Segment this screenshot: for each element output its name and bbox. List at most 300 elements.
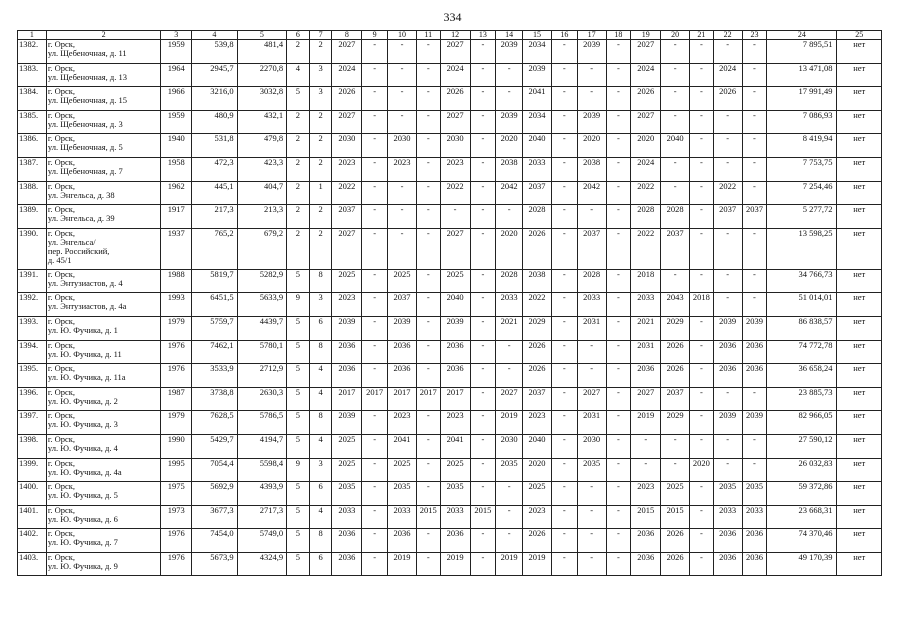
year-value-cell: - [690, 228, 714, 269]
year-value-cell: - [606, 505, 631, 529]
address-cell [46, 387, 160, 411]
year-value-cell: 2020 [496, 134, 523, 158]
year-value-cell: - [551, 181, 577, 205]
year-cell: 1976 [161, 552, 192, 576]
year-value-cell: - [416, 228, 440, 269]
year-value-cell: - [362, 40, 388, 64]
area-living-cell: 5633,9 [237, 293, 286, 317]
year-value-cell: - [631, 434, 661, 458]
year-cell: 1979 [161, 411, 192, 435]
address-cell [46, 529, 160, 553]
year-value-cell: - [577, 205, 606, 229]
year-value-cell: - [362, 411, 388, 435]
address-line: г. Орск, [47, 387, 76, 397]
flag-cell: нет [837, 316, 882, 340]
year-value-cell: 2028 [631, 205, 661, 229]
year-value-cell: - [416, 110, 440, 134]
year-value-cell: 2034 [523, 40, 552, 64]
year-value-cell: - [470, 529, 496, 553]
address-line: г. Орск, [47, 481, 76, 492]
row-number: 1385. [18, 110, 47, 134]
address-line: ул. Энгельса/ [47, 236, 96, 247]
year-value-cell: - [416, 269, 440, 293]
year-value-cell: 2039 [713, 411, 742, 435]
year-value-cell: 2025 [388, 458, 417, 482]
year-value-cell: - [631, 458, 661, 482]
column-header: 13 [470, 31, 496, 40]
address-cell [46, 340, 160, 364]
flag-cell: нет [837, 157, 882, 181]
address-line: ул. Энгельса, д. 38 [47, 189, 115, 200]
year-value-cell: - [551, 387, 577, 411]
entrances-cell: 2 [309, 134, 332, 158]
address-cell [46, 458, 160, 482]
year-cell: 1940 [161, 134, 192, 158]
table-row [18, 552, 882, 576]
year-value-cell: 2015 [470, 505, 496, 529]
year-value-cell: 2023 [440, 411, 470, 435]
address-line: ул. Щебеночная, д. 13 [47, 71, 127, 82]
year-value-cell: - [362, 505, 388, 529]
year-value-cell: 2036 [713, 552, 742, 576]
year-value-cell: - [416, 157, 440, 181]
year-value-cell: - [577, 505, 606, 529]
year-value-cell: - [713, 134, 742, 158]
year-value-cell: - [551, 269, 577, 293]
area-total-cell: 3216,0 [192, 87, 237, 111]
year-value-cell: 2027 [332, 110, 362, 134]
year-value-cell: 2026 [440, 87, 470, 111]
year-value-cell: 2029 [661, 316, 690, 340]
column-header: 2 [46, 31, 160, 40]
year-value-cell: 2028 [661, 205, 690, 229]
year-value-cell: - [362, 482, 388, 506]
address-line: ул. Ю. Фучика, д. 7 [47, 537, 118, 548]
year-value-cell: 2015 [661, 505, 690, 529]
year-value-cell: - [362, 228, 388, 269]
year-value-cell: 2025 [332, 269, 362, 293]
year-value-cell: 2037 [661, 387, 690, 411]
year-value-cell: - [606, 364, 631, 388]
table-row [18, 181, 882, 205]
year-value-cell: 2028 [577, 269, 606, 293]
year-cell: 1976 [161, 529, 192, 553]
address-line: г. Орск, [47, 505, 76, 515]
year-value-cell: 2030 [388, 134, 417, 158]
year-value-cell: - [690, 269, 714, 293]
entrances-cell: 8 [309, 269, 332, 293]
year-value-cell: 2020 [523, 458, 552, 482]
cost-cell: 13 598,25 [767, 228, 837, 269]
address-line: г. Орск, [47, 316, 76, 326]
flag-cell: нет [837, 364, 882, 388]
year-value-cell: - [388, 40, 417, 64]
flag-cell: нет [837, 87, 882, 111]
column-header: 15 [523, 31, 552, 40]
table-row [18, 40, 882, 64]
entrances-cell: 2 [309, 205, 332, 229]
year-value-cell: 2042 [496, 181, 523, 205]
address-line: г. Орск, [47, 133, 76, 144]
year-value-cell: - [470, 364, 496, 388]
year-value-cell: - [470, 63, 496, 87]
address-line: г. Орск, [47, 458, 76, 468]
area-total-cell: 217,3 [192, 205, 237, 229]
year-value-cell: 2020 [577, 134, 606, 158]
year-value-cell: 2039 [388, 316, 417, 340]
table-row [18, 293, 882, 317]
year-value-cell: 2038 [496, 157, 523, 181]
cost-cell: 7 086,93 [767, 110, 837, 134]
column-header: 12 [440, 31, 470, 40]
year-value-cell: 2025 [332, 458, 362, 482]
year-value-cell: 2030 [332, 134, 362, 158]
cost-cell: 27 590,12 [767, 434, 837, 458]
year-value-cell: 2030 [440, 134, 470, 158]
table-row [18, 340, 882, 364]
year-value-cell: - [470, 458, 496, 482]
year-value-cell: 2024 [631, 63, 661, 87]
year-value-cell: 2036 [742, 529, 767, 553]
area-living-cell: 5780,1 [237, 340, 286, 364]
year-cell: 1958 [161, 157, 192, 181]
floors-cell: 5 [287, 364, 310, 388]
year-value-cell: 2039 [523, 63, 552, 87]
year-value-cell: - [416, 458, 440, 482]
cost-cell: 26 032,83 [767, 458, 837, 482]
year-value-cell: - [470, 411, 496, 435]
table-row [18, 316, 882, 340]
column-header: 16 [551, 31, 577, 40]
year-value-cell: - [362, 552, 388, 576]
year-value-cell: - [690, 505, 714, 529]
year-value-cell: - [551, 364, 577, 388]
column-header: 5 [237, 31, 286, 40]
year-value-cell: 2019 [496, 552, 523, 576]
area-total-cell: 3533,9 [192, 364, 237, 388]
year-value-cell: 2038 [523, 269, 552, 293]
year-value-cell: 2026 [631, 87, 661, 111]
address-line: ул. Ю. Фучика, д. 11а [47, 372, 126, 383]
flag-cell: нет [837, 434, 882, 458]
flag-cell: нет [837, 269, 882, 293]
year-value-cell: 2036 [440, 529, 470, 553]
table-row [18, 364, 882, 388]
year-value-cell: - [470, 181, 496, 205]
table-row [18, 205, 882, 229]
area-living-cell: 5786,5 [237, 411, 286, 435]
year-value-cell: - [362, 157, 388, 181]
column-header: 11 [416, 31, 440, 40]
year-value-cell: 2027 [440, 40, 470, 64]
table-row [18, 434, 882, 458]
year-value-cell: - [416, 340, 440, 364]
floors-cell: 2 [287, 134, 310, 158]
address-line: г. Орск, [47, 110, 76, 120]
address-cell [46, 293, 160, 317]
area-living-cell: 404,7 [237, 181, 286, 205]
year-value-cell: - [606, 134, 631, 158]
year-value-cell: - [606, 181, 631, 205]
year-value-cell: 2017 [416, 387, 440, 411]
year-value-cell: 2036 [332, 552, 362, 576]
area-living-cell: 2717,3 [237, 505, 286, 529]
column-header: 18 [606, 31, 631, 40]
year-value-cell: - [416, 411, 440, 435]
year-value-cell: 2043 [661, 293, 690, 317]
year-value-cell: 2033 [388, 505, 417, 529]
table-row [18, 87, 882, 111]
column-header: 24 [767, 31, 837, 40]
entrances-cell: 3 [309, 63, 332, 87]
year-value-cell: - [713, 110, 742, 134]
area-total-cell: 531,8 [192, 134, 237, 158]
year-value-cell: - [690, 134, 714, 158]
year-value-cell: - [362, 293, 388, 317]
year-value-cell: - [661, 157, 690, 181]
year-value-cell: - [388, 87, 417, 111]
year-value-cell: - [606, 458, 631, 482]
address-line: ул. Ю. Фучика, д. 9 [47, 560, 118, 571]
year-value-cell: 2042 [577, 181, 606, 205]
year-value-cell: 2027 [631, 40, 661, 64]
year-value-cell: 2038 [577, 157, 606, 181]
year-value-cell: 2035 [577, 458, 606, 482]
address-cell [46, 552, 160, 576]
row-number: 1399. [18, 458, 47, 482]
year-value-cell: - [416, 293, 440, 317]
row-number: 1382. [18, 40, 47, 64]
year-value-cell: - [577, 87, 606, 111]
year-value-cell: - [388, 228, 417, 269]
year-value-cell: 2024 [631, 157, 661, 181]
column-header: 1 [18, 31, 47, 40]
area-living-cell: 679,2 [237, 228, 286, 269]
floors-cell: 2 [287, 228, 310, 269]
year-value-cell: - [470, 134, 496, 158]
year-value-cell: - [606, 228, 631, 269]
year-value-cell: 2039 [577, 40, 606, 64]
cost-cell: 34 766,73 [767, 269, 837, 293]
year-value-cell: - [416, 40, 440, 64]
year-value-cell: 2036 [388, 529, 417, 553]
area-total-cell: 5819,7 [192, 269, 237, 293]
flag-cell: нет [837, 63, 882, 87]
year-value-cell: - [690, 63, 714, 87]
year-value-cell: 2036 [742, 364, 767, 388]
floors-cell: 4 [287, 63, 310, 87]
floors-cell: 5 [287, 529, 310, 553]
year-value-cell: - [470, 340, 496, 364]
address-line: г. Орск, [47, 157, 76, 167]
year-cell: 1995 [161, 458, 192, 482]
year-value-cell: 2022 [523, 293, 552, 317]
year-value-cell: - [496, 505, 523, 529]
entrances-cell: 8 [309, 411, 332, 435]
column-header: 8 [332, 31, 362, 40]
year-value-cell: 2023 [523, 505, 552, 529]
year-value-cell: 2029 [523, 316, 552, 340]
year-value-cell: 2037 [523, 181, 552, 205]
floors-cell: 9 [287, 458, 310, 482]
year-value-cell: 2021 [496, 316, 523, 340]
year-value-cell: - [362, 181, 388, 205]
area-living-cell: 5282,9 [237, 269, 286, 293]
address-line: ул. Ю. Фучика, д. 1 [47, 324, 118, 335]
year-value-cell: 2036 [332, 529, 362, 553]
year-value-cell: 2022 [631, 181, 661, 205]
column-header: 22 [713, 31, 742, 40]
floors-cell: 2 [287, 40, 310, 64]
year-value-cell: 2041 [388, 434, 417, 458]
year-value-cell: - [416, 63, 440, 87]
year-value-cell: - [362, 529, 388, 553]
year-value-cell: - [470, 552, 496, 576]
row-number: 1389. [18, 205, 47, 229]
year-value-cell: 2036 [631, 552, 661, 576]
year-value-cell: 2030 [496, 434, 523, 458]
year-value-cell: - [661, 458, 690, 482]
floors-cell: 2 [287, 157, 310, 181]
year-value-cell: - [742, 434, 767, 458]
column-header: 9 [362, 31, 388, 40]
address-line: ул. Энтузиастов, д. 4 [47, 277, 123, 288]
column-header: 6 [287, 31, 310, 40]
year-value-cell: - [551, 63, 577, 87]
area-total-cell: 445,1 [192, 181, 237, 205]
year-value-cell: 2027 [332, 228, 362, 269]
area-living-cell: 479,8 [237, 134, 286, 158]
year-value-cell: 2035 [440, 482, 470, 506]
year-value-cell: 2037 [742, 205, 767, 229]
year-value-cell: - [416, 87, 440, 111]
year-value-cell: 2023 [332, 157, 362, 181]
year-value-cell: - [742, 40, 767, 64]
table-row [18, 482, 882, 506]
area-living-cell: 3032,8 [237, 87, 286, 111]
year-value-cell: - [470, 434, 496, 458]
year-value-cell: 2023 [631, 482, 661, 506]
address-cell [46, 205, 160, 229]
year-value-cell: 2026 [523, 529, 552, 553]
year-value-cell: 2033 [631, 293, 661, 317]
entrances-cell: 4 [309, 434, 332, 458]
flag-cell: нет [837, 482, 882, 506]
floors-cell: 5 [287, 87, 310, 111]
address-cell [46, 134, 160, 158]
area-total-cell: 765,2 [192, 228, 237, 269]
area-total-cell: 5673,9 [192, 552, 237, 576]
year-value-cell: 2024 [713, 63, 742, 87]
year-value-cell: 2017 [388, 387, 417, 411]
column-header: 20 [661, 31, 690, 40]
year-value-cell: 2024 [332, 63, 362, 87]
area-living-cell: 2630,3 [237, 387, 286, 411]
table-row [18, 134, 882, 158]
cost-cell: 74 370,46 [767, 529, 837, 553]
flag-cell: нет [837, 458, 882, 482]
year-value-cell: - [362, 458, 388, 482]
year-value-cell: - [606, 411, 631, 435]
year-value-cell: 2040 [523, 134, 552, 158]
year-value-cell: 2027 [577, 387, 606, 411]
year-value-cell: - [551, 293, 577, 317]
column-header: 14 [496, 31, 523, 40]
year-value-cell: - [470, 482, 496, 506]
flag-cell: нет [837, 181, 882, 205]
year-value-cell: - [440, 205, 470, 229]
year-value-cell: - [551, 134, 577, 158]
address-cell [46, 110, 160, 134]
address-line: г. Орск, [47, 269, 76, 279]
address-line: ул. Щебеночная, д. 11 [47, 48, 127, 58]
address-line: ул. Ю. Фучика, д. 3 [47, 419, 118, 430]
year-value-cell: 2025 [388, 269, 417, 293]
year-value-cell: 2023 [440, 157, 470, 181]
flag-cell: нет [837, 293, 882, 317]
year-value-cell: 2040 [523, 434, 552, 458]
row-number: 1394. [18, 340, 47, 364]
flag-cell: нет [837, 134, 882, 158]
year-value-cell: - [577, 63, 606, 87]
address-line: ул. Ю. Фучика, д. 4 [47, 442, 118, 453]
floors-cell: 5 [287, 411, 310, 435]
area-living-cell: 4393,9 [237, 482, 286, 506]
cost-cell: 59 372,86 [767, 482, 837, 506]
year-value-cell: - [551, 40, 577, 64]
year-value-cell: 2031 [631, 340, 661, 364]
year-value-cell: - [661, 87, 690, 111]
address-line: г. Орск, [47, 528, 76, 539]
year-value-cell: 2036 [332, 340, 362, 364]
row-number: 1386. [18, 134, 47, 158]
flag-cell: нет [837, 387, 882, 411]
page-number: 334 [443, 10, 462, 24]
year-value-cell: - [690, 40, 714, 64]
year-value-cell: 2027 [440, 110, 470, 134]
year-value-cell: 2039 [496, 40, 523, 64]
year-value-cell: - [606, 87, 631, 111]
year-value-cell: - [416, 434, 440, 458]
year-value-cell: 2036 [742, 552, 767, 576]
area-living-cell: 423,3 [237, 157, 286, 181]
year-value-cell: - [470, 269, 496, 293]
year-value-cell: 2026 [523, 340, 552, 364]
year-value-cell: - [470, 387, 496, 411]
area-total-cell: 7054,4 [192, 458, 237, 482]
year-value-cell: 2036 [713, 364, 742, 388]
year-value-cell: 2036 [713, 529, 742, 553]
year-value-cell: - [606, 157, 631, 181]
housing-table [17, 30, 882, 576]
year-value-cell: 2037 [388, 293, 417, 317]
year-value-cell: - [577, 552, 606, 576]
year-value-cell: - [470, 157, 496, 181]
year-value-cell: 2025 [523, 482, 552, 506]
address-line: ул. Энтузиастов, д. 4а [47, 301, 127, 312]
column-header: 19 [631, 31, 661, 40]
year-value-cell: 2036 [631, 364, 661, 388]
year-value-cell: - [713, 293, 742, 317]
year-cell: 1979 [161, 316, 192, 340]
year-value-cell: - [416, 134, 440, 158]
area-living-cell: 5749,0 [237, 529, 286, 553]
column-header: 17 [577, 31, 606, 40]
row-number: 1383. [18, 63, 47, 87]
year-cell: 1959 [161, 40, 192, 64]
year-value-cell: 2024 [440, 63, 470, 87]
year-value-cell: 2035 [713, 482, 742, 506]
